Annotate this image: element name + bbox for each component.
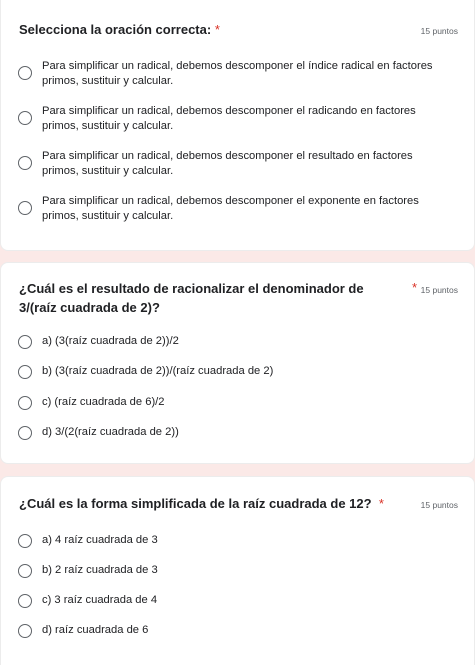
option-label: Para simplificar un radical, debemos descomponer el exponente en factores primos, sustituir y calcular. bbox=[42, 195, 419, 222]
option-label: c) (raíz cuadrada de 6)/2 bbox=[42, 396, 165, 408]
question-card-2 bbox=[0, 262, 475, 464]
radio-option[interactable] bbox=[1, 333, 474, 353]
required-asterisk: * bbox=[412, 280, 418, 295]
option-label: Para simplificar un radical, debemos descomponer el índice radical en factores primos, sustituir y calcular. bbox=[42, 60, 433, 87]
question-title: ¿Cuál es la forma simplificada de la raíz cuadrada de 12? * bbox=[19, 496, 384, 511]
option-label: c) 3 raíz cuadrada de 4 bbox=[42, 594, 158, 606]
radio-button[interactable] bbox=[18, 624, 32, 638]
radio-option[interactable] bbox=[1, 424, 474, 444]
option-label: Para simplificar un radical, debemos descomponer el resultado en factores primos, sustituir y calcular. bbox=[42, 150, 413, 177]
radio-option[interactable] bbox=[1, 148, 474, 182]
required-asterisk: * bbox=[378, 496, 384, 511]
option-label: b) (3(raíz cuadrada de 2))/(raíz cuadrada de 2) bbox=[42, 365, 274, 377]
points-label: 15 puntos bbox=[420, 26, 458, 36]
option-label: d) raíz cuadrada de 6 bbox=[42, 624, 149, 636]
radio-button[interactable] bbox=[18, 156, 32, 170]
option-label: a) (3(raíz cuadrada de 2))/2 bbox=[42, 335, 179, 347]
radio-button[interactable] bbox=[18, 564, 32, 578]
radio-option[interactable] bbox=[1, 562, 474, 582]
radio-button[interactable] bbox=[18, 66, 32, 80]
radio-option[interactable] bbox=[1, 58, 474, 92]
option-label: a) 4 raíz cuadrada de 3 bbox=[42, 534, 158, 546]
question-title: Selecciona la oración correcta: * bbox=[19, 22, 220, 37]
question-title: ¿Cuál es el resultado de racionalizar el denominador de 3/(raíz cuadrada de 2)? bbox=[19, 281, 364, 315]
option-label: Para simplificar un radical, debemos descomponer el radicando en factores primos, sustituir y calcular. bbox=[42, 105, 416, 132]
radio-option[interactable] bbox=[1, 103, 474, 137]
radio-option[interactable] bbox=[1, 193, 474, 227]
points-label: 15 puntos bbox=[420, 500, 458, 510]
radio-option[interactable] bbox=[1, 622, 474, 642]
radio-option[interactable] bbox=[1, 532, 474, 552]
points-label: 15 puntos bbox=[420, 285, 458, 295]
radio-option[interactable] bbox=[1, 592, 474, 612]
radio-button[interactable] bbox=[18, 534, 32, 548]
option-label: b) 2 raíz cuadrada de 3 bbox=[42, 564, 158, 576]
radio-button[interactable] bbox=[18, 335, 32, 349]
radio-button[interactable] bbox=[18, 594, 32, 608]
radio-option[interactable] bbox=[1, 363, 474, 383]
question-card-1 bbox=[0, 0, 475, 251]
required-asterisk: * bbox=[214, 22, 220, 37]
radio-button[interactable] bbox=[18, 426, 32, 440]
radio-button[interactable] bbox=[18, 201, 32, 215]
radio-button[interactable] bbox=[18, 111, 32, 125]
radio-button[interactable] bbox=[18, 365, 32, 379]
question-card-3 bbox=[0, 476, 475, 665]
radio-option[interactable] bbox=[1, 394, 474, 414]
option-label: d) 3/(2(raíz cuadrada de 2)) bbox=[42, 426, 179, 438]
radio-button[interactable] bbox=[18, 396, 32, 410]
